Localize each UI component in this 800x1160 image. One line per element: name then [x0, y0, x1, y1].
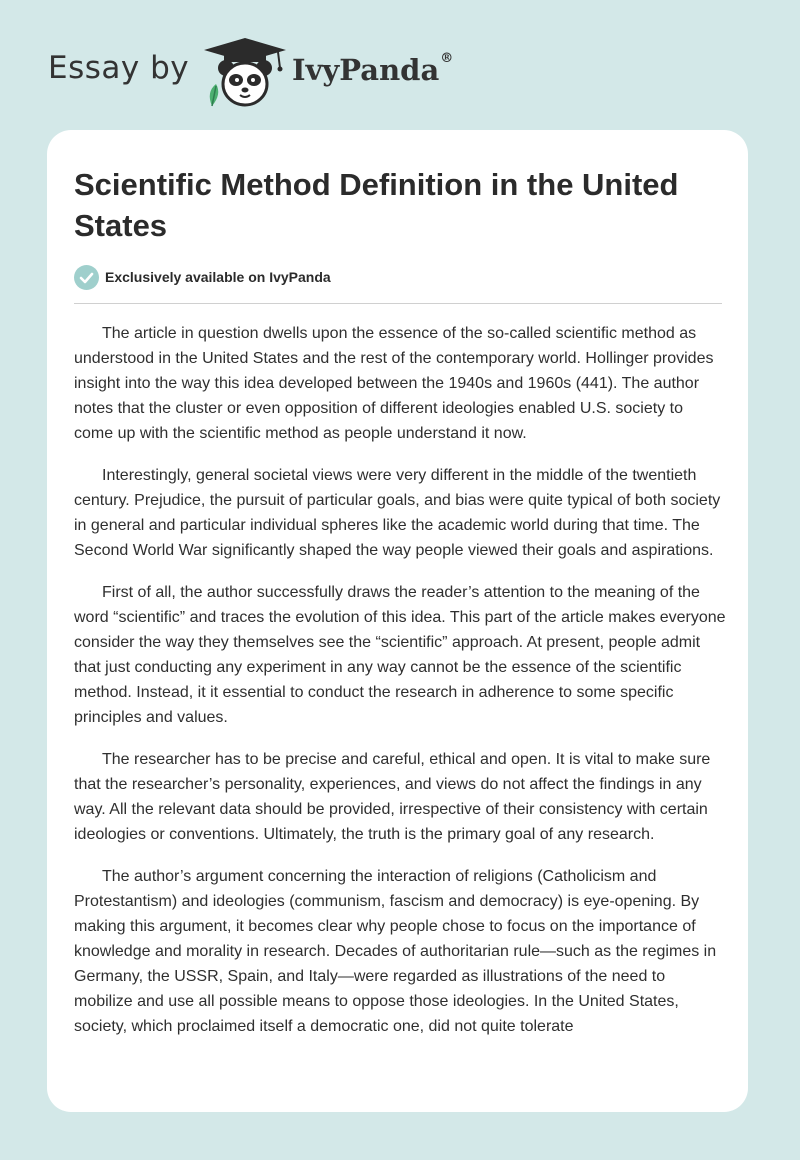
site-header [0, 0, 800, 130]
paragraph: Interestingly, general societal views were very different in the middle of the twentieth century. Prejudice, the pursuit of particular goals, and bias were quite typical of both society in general and particular individual spheres like the academic world during that time. The Second World War significantly shaped the way people viewed their goals and aspirations. [74, 467, 721, 559]
brand-name: IvyPanda® [292, 51, 454, 87]
paragraph: The article in question dwells upon the essence of the so-called scientific method as understood in the United States and the rest of the contemporary world. Hollinger provides insight into the way this idea developed between the 1940s and 1960s (441). The author notes that the cluster or even opposition of different ideologies enabled U.S. society to come up with the scientific method as people understand it now. [74, 325, 714, 442]
page-title: Scientific Method Definition in the United States [74, 167, 679, 243]
paragraph: First of all, the author successfully draws the reader’s attention to the meaning of the word “scientific” and traces the evolution of this idea. This part of the article makes everyone consider the way they themselves see the “scientific” approach. At present, people admit that just conducting any experiment in any way cannot be the essence of the scientific method. Instead, it it essential to conduct the research in adherence to some specific principles and values. [74, 584, 726, 726]
exclusive-badge [74, 264, 331, 290]
essay-card [47, 130, 748, 1112]
panda-graduate-icon [200, 34, 290, 110]
exclusive-label: Exclusively available on IvyPanda [105, 269, 331, 285]
paragraph: The researcher has to be precise and careful, ethical and open. It is vital to make sure that the researcher’s personality, experiences, and views do not affect the findings in any way. All the relevant data should be provided, irrespective of their consistency with certain ideologies or conventions. Ultimately, the truth is the primary goal of any research. [74, 751, 711, 843]
essay-by-label: Essay by [48, 50, 190, 86]
check-circle-icon [74, 265, 99, 290]
paragraph: The author’s argument concerning the interaction of religions (Catholicism and Protestantism) and ideologies (communism, fascism and democracy) is eye-opening. By making this argument, it becomes clear why people chose to focus on the importance of knowledge and morality in research. Decades of authoritarian rule—such as the regimes in Germany, the USSR, Spain, and Italy—were regarded as illustrations of the need to mobilize and use all possible means to oppose those ideologies. In the United States, society, which proclaimed itself a democratic one, did not quite tolerate [74, 868, 717, 1035]
article-body [74, 321, 726, 1056]
registered-mark: ® [440, 51, 454, 66]
divider [74, 303, 722, 304]
